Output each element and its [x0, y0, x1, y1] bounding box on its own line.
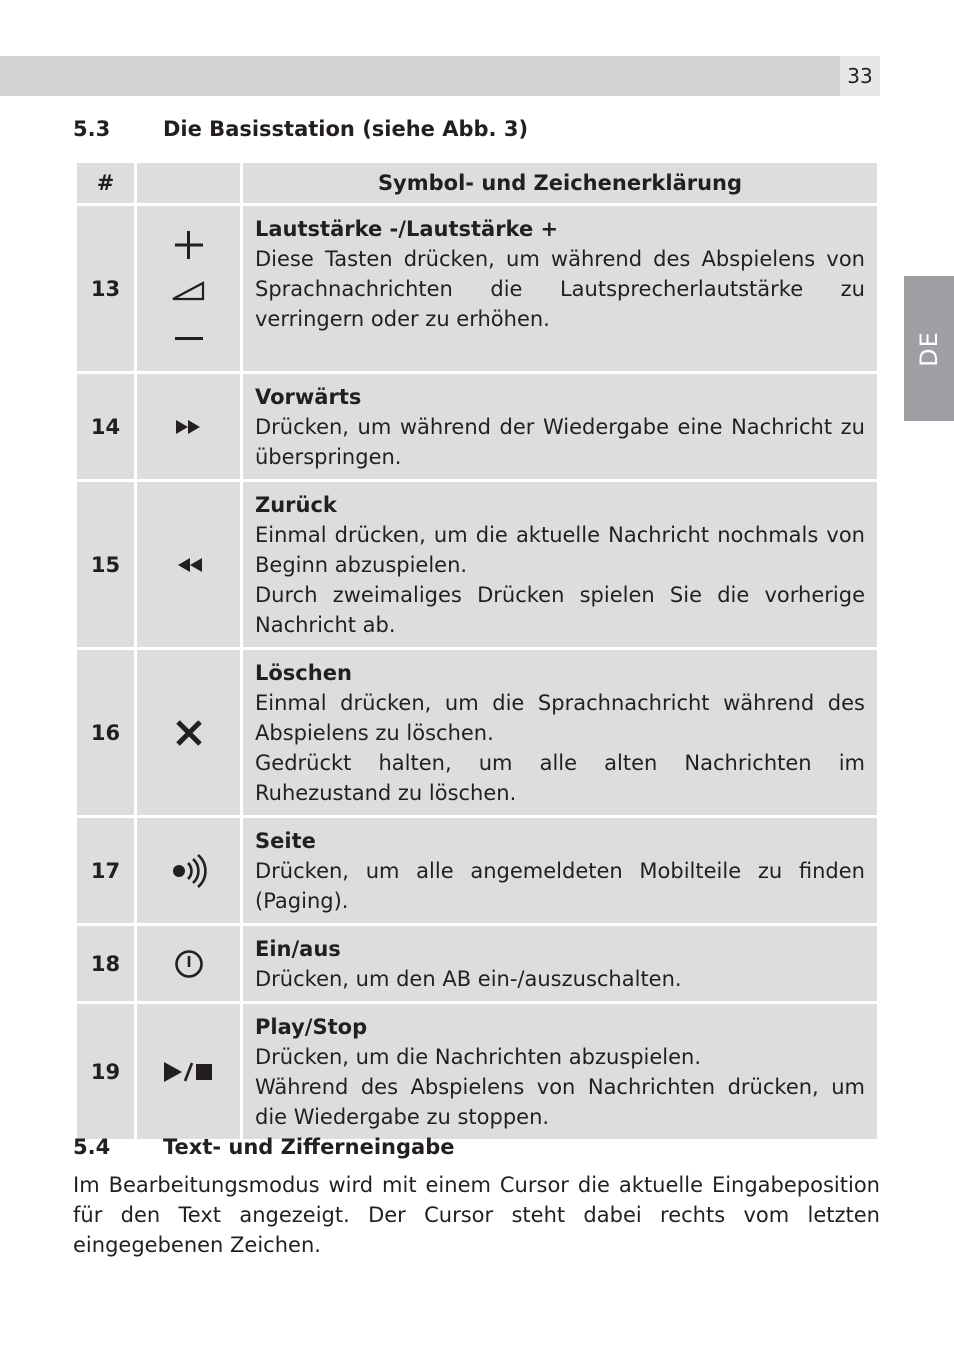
paging-icon [137, 818, 240, 923]
row-body: Einmal drücken, um die Sprachnachricht während des Abspielens zu löschen. [255, 691, 865, 745]
row-title: Lautstärke -/Lautstärke + [255, 217, 559, 241]
fast-forward-icon [137, 374, 240, 479]
rewind-icon [137, 482, 240, 647]
header-num: # [77, 163, 134, 203]
row-number: 17 [77, 818, 134, 923]
table-row [77, 1004, 877, 1139]
row-title: Löschen [255, 661, 352, 685]
section-number: 5.3 [73, 117, 111, 141]
page-number: 33 [840, 56, 880, 96]
symbol-table [74, 160, 880, 1142]
row-body: Drücken, um die Nachrichten abzuspielen. [255, 1045, 702, 1069]
table-row [77, 482, 877, 647]
section-title: Text- und Zifferneingabe [163, 1135, 455, 1159]
row-number: 13 [77, 206, 134, 371]
row-body-extra: Durch zweimaliges Drücken spielen Sie die vorherige Nachricht ab. [255, 583, 865, 637]
row-body: Diese Tasten drücken, um während des Abspielens von Sprachnachrichten die Lautsprecherlautstärke zu verringern oder zu erhöhen. [255, 247, 865, 331]
table-row [77, 818, 877, 923]
row-description [243, 374, 877, 479]
row-body: Drücken, um alle angemeldeten Mobilteile zu finden (Paging). [255, 859, 865, 913]
row-title: Vorwärts [255, 385, 362, 409]
section-number: 5.4 [73, 1135, 111, 1159]
table-row [77, 650, 877, 815]
section-paragraph: Im Bearbeitungsmodus wird mit einem Cursor die aktuelle Eingabeposition für den Text angezeigt. Der Cursor steht dabei rechts vom letzten eingegebenen Zeichen. [73, 1173, 880, 1257]
section-heading-5-3 [73, 117, 528, 141]
table-row [77, 206, 877, 371]
row-number: 16 [77, 650, 134, 815]
language-tab [904, 276, 954, 421]
header-band [0, 56, 840, 96]
header-icon [137, 163, 240, 203]
row-number: 18 [77, 926, 134, 1001]
row-description [243, 482, 877, 647]
section-title: Die Basisstation (siehe Abb. 3) [163, 117, 529, 141]
row-title: Zurück [255, 493, 337, 517]
volume-plus-minus-icon [137, 206, 240, 371]
table-row [77, 374, 877, 479]
row-description [243, 206, 877, 371]
language-tab-label: DE [915, 330, 943, 367]
row-title: Ein/aus [255, 937, 341, 961]
row-body: Drücken, um den AB ein-/auszuschalten. [255, 967, 682, 991]
row-title: Play/Stop [255, 1015, 368, 1039]
delete-x-icon [137, 650, 240, 815]
power-icon [137, 926, 240, 1001]
table-header-row [77, 163, 877, 203]
row-number: 14 [77, 374, 134, 479]
row-description [243, 1004, 877, 1139]
row-body: Drücken, um während der Wiedergabe eine Nachricht zu überspringen. [255, 415, 865, 469]
row-description [243, 926, 877, 1001]
row-title: Seite [255, 829, 316, 853]
row-number: 15 [77, 482, 134, 647]
row-description [243, 818, 877, 923]
row-body-extra: Gedrückt halten, um alle alten Nachrichten im Ruhezustand zu löschen. [255, 751, 865, 805]
row-number: 19 [77, 1004, 134, 1139]
table-row [77, 926, 877, 1001]
row-description [243, 650, 877, 815]
header-desc: Symbol- und Zeichenerklärung [243, 163, 877, 203]
row-body-extra: Während des Abspielens von Nachrichten drücken, um die Wiedergabe zu stoppen. [255, 1075, 865, 1129]
row-body: Einmal drücken, um die aktuelle Nachricht nochmals von Beginn abzuspielen. [255, 523, 865, 577]
play-stop-icon [137, 1004, 240, 1139]
section-heading-5-4 [73, 1135, 455, 1159]
